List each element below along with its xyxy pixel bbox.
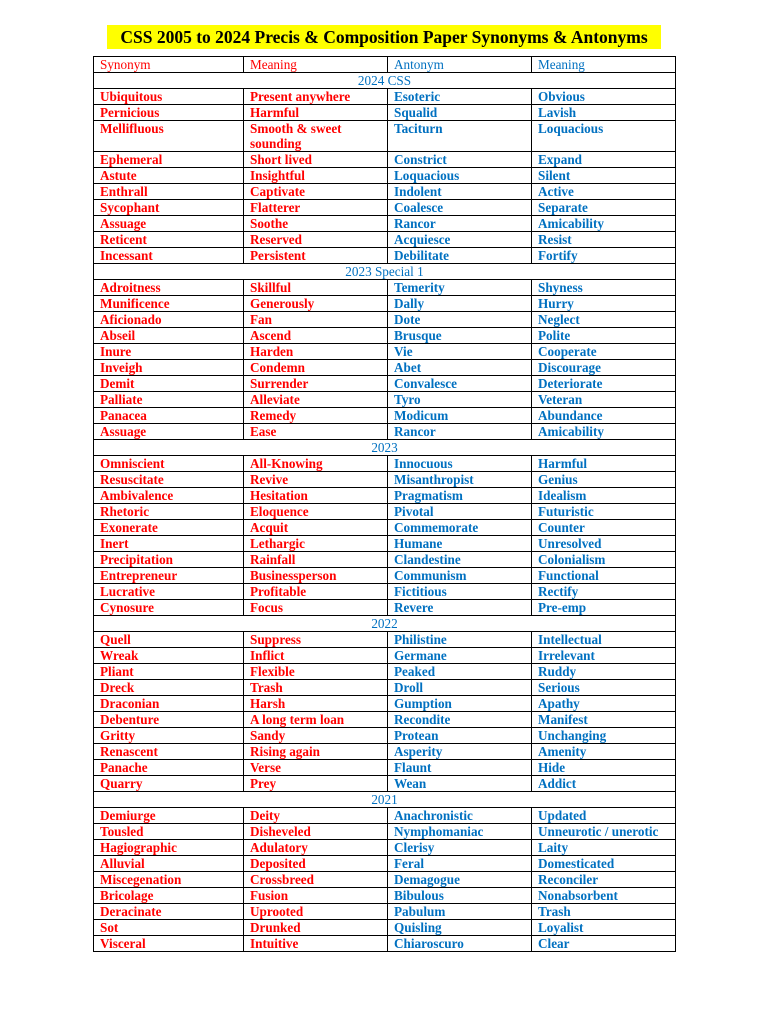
table-row (94, 888, 676, 904)
synonym-meaning-cell: Sandy (244, 728, 388, 744)
synonym-cell: Sot (94, 920, 244, 936)
antonym-cell: Recondite (388, 712, 532, 728)
antonym-cell: Protean (388, 728, 532, 744)
synonym-cell: Incessant (94, 248, 244, 264)
synonym-meaning-cell: Deposited (244, 856, 388, 872)
synonym-cell: Gritty (94, 728, 244, 744)
antonym-meaning-cell: Harmful (532, 456, 676, 472)
synonym-cell: Tousled (94, 824, 244, 840)
synonym-meaning-cell: Harsh (244, 696, 388, 712)
synonym-cell: Pliant (94, 664, 244, 680)
synonym-cell: Ephemeral (94, 152, 244, 168)
table-row (94, 632, 676, 648)
synonym-cell: Palliate (94, 392, 244, 408)
antonym-meaning-cell: Counter (532, 520, 676, 536)
antonym-meaning-cell: Active (532, 184, 676, 200)
synonym-cell: Debenture (94, 712, 244, 728)
antonym-meaning-cell: Unresolved (532, 536, 676, 552)
synonym-cell: Dreck (94, 680, 244, 696)
antonym-cell: Flaunt (388, 760, 532, 776)
antonym-meaning-cell: Unneurotic / unerotic (532, 824, 676, 840)
table-row (94, 168, 676, 184)
antonym-cell: Temerity (388, 280, 532, 296)
antonym-cell: Acquiesce (388, 232, 532, 248)
table-row (94, 744, 676, 760)
synonym-cell: Assuage (94, 424, 244, 440)
antonym-meaning-cell: Futuristic (532, 504, 676, 520)
antonym-cell: Pragmatism (388, 488, 532, 504)
table-row (94, 216, 676, 232)
synonym-cell: Bricolage (94, 888, 244, 904)
table-row (94, 408, 676, 424)
synonym-cell: Draconian (94, 696, 244, 712)
antonym-cell: Taciturn (388, 121, 532, 152)
table-row (94, 360, 676, 376)
synonym-cell: Demit (94, 376, 244, 392)
table-row (94, 344, 676, 360)
table-row (94, 89, 676, 105)
table-row (94, 648, 676, 664)
antonym-meaning-cell: Genius (532, 472, 676, 488)
antonym-cell: Esoteric (388, 89, 532, 105)
table-row (94, 184, 676, 200)
synonym-cell: Mellifluous (94, 121, 244, 152)
synonym-cell: Hagiographic (94, 840, 244, 856)
antonym-meaning-cell: Ruddy (532, 664, 676, 680)
antonym-meaning-cell: Manifest (532, 712, 676, 728)
synonym-cell: Panacea (94, 408, 244, 424)
section-heading-row (94, 264, 676, 280)
table-row (94, 712, 676, 728)
synonym-cell: Omniscient (94, 456, 244, 472)
antonym-cell: Clerisy (388, 840, 532, 856)
table-row (94, 520, 676, 536)
synonym-cell: Alluvial (94, 856, 244, 872)
synonym-meaning-cell: Deity (244, 808, 388, 824)
antonym-meaning-cell: Discourage (532, 360, 676, 376)
antonym-meaning-cell: Neglect (532, 312, 676, 328)
antonym-meaning-cell: Serious (532, 680, 676, 696)
antonym-meaning-cell: Cooperate (532, 344, 676, 360)
synonym-meaning-cell: Eloquence (244, 504, 388, 520)
antonym-cell: Wean (388, 776, 532, 792)
antonym-meaning-cell: Amicability (532, 424, 676, 440)
synonym-cell: Inert (94, 536, 244, 552)
antonym-cell: Fictitious (388, 584, 532, 600)
antonym-cell: Nymphomaniac (388, 824, 532, 840)
antonym-meaning-cell: Reconciler (532, 872, 676, 888)
synonym-meaning-cell: Ascend (244, 328, 388, 344)
antonym-meaning-cell: Trash (532, 904, 676, 920)
antonym-cell: Chiaroscuro (388, 936, 532, 952)
header-synonym: Synonym (94, 57, 244, 73)
synonym-meaning-cell: Skillful (244, 280, 388, 296)
synonym-meaning-cell: Persistent (244, 248, 388, 264)
antonym-cell: Dote (388, 312, 532, 328)
antonym-cell: Germane (388, 648, 532, 664)
table-row (94, 680, 676, 696)
synonym-cell: Ambivalence (94, 488, 244, 504)
synonym-cell: Sycophant (94, 200, 244, 216)
table-row (94, 776, 676, 792)
table-row (94, 760, 676, 776)
section-heading: 2023 (94, 440, 676, 456)
antonym-meaning-cell: Hide (532, 760, 676, 776)
antonym-meaning-cell: Resist (532, 232, 676, 248)
synonym-cell: Aficionado (94, 312, 244, 328)
antonym-cell: Convalesce (388, 376, 532, 392)
table-row (94, 840, 676, 856)
table-row (94, 200, 676, 216)
table-row (94, 936, 676, 952)
table-row (94, 248, 676, 264)
header-antonym: Antonym (388, 57, 532, 73)
antonym-meaning-cell: Silent (532, 168, 676, 184)
antonym-meaning-cell: Apathy (532, 696, 676, 712)
table-row (94, 728, 676, 744)
synonym-meaning-cell: Revive (244, 472, 388, 488)
synonym-cell: Renascent (94, 744, 244, 760)
antonym-cell: Philistine (388, 632, 532, 648)
section-heading: 2023 Special 1 (94, 264, 676, 280)
table-row (94, 904, 676, 920)
synonym-cell: Resuscitate (94, 472, 244, 488)
antonym-cell: Squalid (388, 105, 532, 121)
table-row (94, 280, 676, 296)
synonym-meaning-cell: Fan (244, 312, 388, 328)
synonym-meaning-cell: Fusion (244, 888, 388, 904)
antonym-cell: Abet (388, 360, 532, 376)
synonym-meaning-cell: Acquit (244, 520, 388, 536)
section-heading-row (94, 616, 676, 632)
antonym-cell: Indolent (388, 184, 532, 200)
antonym-meaning-cell: Abundance (532, 408, 676, 424)
antonym-meaning-cell: Polite (532, 328, 676, 344)
antonym-cell: Droll (388, 680, 532, 696)
synonym-cell: Precipitation (94, 552, 244, 568)
antonym-meaning-cell: Obvious (532, 89, 676, 105)
synonym-cell: Entrepreneur (94, 568, 244, 584)
antonym-meaning-cell: Functional (532, 568, 676, 584)
synonym-meaning-cell: Short lived (244, 152, 388, 168)
synonym-cell: Inveigh (94, 360, 244, 376)
synonym-meaning-cell: All-Knowing (244, 456, 388, 472)
antonym-cell: Quisling (388, 920, 532, 936)
antonym-meaning-cell: Addict (532, 776, 676, 792)
section-heading: 2024 CSS (94, 73, 676, 89)
synonym-cell: Exonerate (94, 520, 244, 536)
synonym-meaning-cell: Intuitive (244, 936, 388, 952)
table-row (94, 472, 676, 488)
antonym-meaning-cell: Amicability (532, 216, 676, 232)
vocabulary-table (93, 56, 676, 952)
synonym-meaning-cell: Harmful (244, 105, 388, 121)
synonym-cell: Quarry (94, 776, 244, 792)
table-row (94, 568, 676, 584)
section-heading-row (94, 792, 676, 808)
synonym-cell: Pernicious (94, 105, 244, 121)
table-row (94, 808, 676, 824)
synonym-meaning-cell: Insightful (244, 168, 388, 184)
synonym-cell: Lucrative (94, 584, 244, 600)
table-row (94, 696, 676, 712)
antonym-cell: Humane (388, 536, 532, 552)
synonym-meaning-cell: Verse (244, 760, 388, 776)
antonym-cell: Vie (388, 344, 532, 360)
synonym-meaning-cell: Alleviate (244, 392, 388, 408)
synonym-cell: Munificence (94, 296, 244, 312)
table-row (94, 312, 676, 328)
antonym-meaning-cell: Shyness (532, 280, 676, 296)
section-heading-row (94, 73, 676, 89)
table-row (94, 121, 676, 152)
synonym-meaning-cell: Adulatory (244, 840, 388, 856)
antonym-cell: Anachronistic (388, 808, 532, 824)
antonym-meaning-cell: Irrelevant (532, 648, 676, 664)
synonym-cell: Abseil (94, 328, 244, 344)
synonym-cell: Enthrall (94, 184, 244, 200)
antonym-cell: Modicum (388, 408, 532, 424)
table-row (94, 536, 676, 552)
synonym-cell: Panache (94, 760, 244, 776)
antonym-meaning-cell: Intellectual (532, 632, 676, 648)
antonym-cell: Clandestine (388, 552, 532, 568)
section-heading-row (94, 440, 676, 456)
antonym-meaning-cell: Idealism (532, 488, 676, 504)
synonym-cell: Quell (94, 632, 244, 648)
synonym-meaning-cell: Captivate (244, 184, 388, 200)
page-title: CSS 2005 to 2024 Precis & Composition Paper Synonyms & Antonyms (107, 25, 661, 49)
antonym-cell: Rancor (388, 216, 532, 232)
synonym-cell: Astute (94, 168, 244, 184)
synonym-meaning-cell: Flexible (244, 664, 388, 680)
antonym-cell: Loquacious (388, 168, 532, 184)
synonym-cell: Cynosure (94, 600, 244, 616)
antonym-cell: Rancor (388, 424, 532, 440)
table-row (94, 392, 676, 408)
antonym-cell: Demagogue (388, 872, 532, 888)
antonym-meaning-cell: Separate (532, 200, 676, 216)
antonym-cell: Misanthropist (388, 472, 532, 488)
table-row (94, 824, 676, 840)
table-row (94, 552, 676, 568)
antonym-cell: Tyro (388, 392, 532, 408)
synonym-meaning-cell: Rising again (244, 744, 388, 760)
synonym-meaning-cell: Rainfall (244, 552, 388, 568)
antonym-meaning-cell: Pre-emp (532, 600, 676, 616)
table-row (94, 376, 676, 392)
antonym-meaning-cell: Expand (532, 152, 676, 168)
antonym-cell: Communism (388, 568, 532, 584)
synonym-meaning-cell: Businessperson (244, 568, 388, 584)
synonym-meaning-cell: Hesitation (244, 488, 388, 504)
synonym-cell: Inure (94, 344, 244, 360)
synonym-cell: Visceral (94, 936, 244, 952)
table-row (94, 856, 676, 872)
antonym-meaning-cell: Loquacious (532, 121, 676, 152)
table-row (94, 152, 676, 168)
section-heading: 2021 (94, 792, 676, 808)
antonym-meaning-cell: Clear (532, 936, 676, 952)
synonym-meaning-cell: Crossbreed (244, 872, 388, 888)
synonym-meaning-cell: Prey (244, 776, 388, 792)
synonym-meaning-cell: Present anywhere (244, 89, 388, 105)
synonym-cell: Reticent (94, 232, 244, 248)
synonym-cell: Ubiquitous (94, 89, 244, 105)
synonym-meaning-cell: Harden (244, 344, 388, 360)
antonym-meaning-cell: Unchanging (532, 728, 676, 744)
antonym-cell: Constrict (388, 152, 532, 168)
antonym-meaning-cell: Loyalist (532, 920, 676, 936)
synonym-cell: Demiurge (94, 808, 244, 824)
table-row (94, 920, 676, 936)
table-row (94, 232, 676, 248)
synonym-cell: Rhetoric (94, 504, 244, 520)
synonym-meaning-cell: Focus (244, 600, 388, 616)
synonym-meaning-cell: Condemn (244, 360, 388, 376)
header-row (94, 57, 676, 73)
vocabulary-table-body (94, 57, 676, 952)
synonym-meaning-cell: Lethargic (244, 536, 388, 552)
antonym-meaning-cell: Amenity (532, 744, 676, 760)
antonym-cell: Brusque (388, 328, 532, 344)
synonym-meaning-cell: Uprooted (244, 904, 388, 920)
antonym-cell: Gumption (388, 696, 532, 712)
antonym-meaning-cell: Rectify (532, 584, 676, 600)
synonym-meaning-cell: Reserved (244, 232, 388, 248)
synonym-meaning-cell: Drunked (244, 920, 388, 936)
section-heading: 2022 (94, 616, 676, 632)
antonym-meaning-cell: Colonialism (532, 552, 676, 568)
antonym-cell: Dally (388, 296, 532, 312)
table-row (94, 296, 676, 312)
antonym-meaning-cell: Updated (532, 808, 676, 824)
header-synonym-meaning: Meaning (244, 57, 388, 73)
synonym-meaning-cell: Trash (244, 680, 388, 696)
antonym-cell: Innocuous (388, 456, 532, 472)
table-row (94, 105, 676, 121)
table-row (94, 600, 676, 616)
antonym-meaning-cell: Laity (532, 840, 676, 856)
table-row (94, 872, 676, 888)
synonym-meaning-cell: Smooth & sweet sounding (244, 121, 388, 152)
antonym-cell: Coalesce (388, 200, 532, 216)
antonym-meaning-cell: Lavish (532, 105, 676, 121)
synonym-meaning-cell: Surrender (244, 376, 388, 392)
synonym-meaning-cell: Suppress (244, 632, 388, 648)
antonym-meaning-cell: Deteriorate (532, 376, 676, 392)
antonym-cell: Pivotal (388, 504, 532, 520)
antonym-cell: Feral (388, 856, 532, 872)
synonym-meaning-cell: Inflict (244, 648, 388, 664)
antonym-meaning-cell: Fortify (532, 248, 676, 264)
table-row (94, 584, 676, 600)
synonym-meaning-cell: Soothe (244, 216, 388, 232)
synonym-meaning-cell: Profitable (244, 584, 388, 600)
antonym-cell: Bibulous (388, 888, 532, 904)
synonym-meaning-cell: Generously (244, 296, 388, 312)
antonym-meaning-cell: Domesticated (532, 856, 676, 872)
synonym-meaning-cell: A long term loan (244, 712, 388, 728)
table-row (94, 424, 676, 440)
antonym-cell: Revere (388, 600, 532, 616)
table-row (94, 504, 676, 520)
header-antonym-meaning: Meaning (532, 57, 676, 73)
synonym-cell: Adroitness (94, 280, 244, 296)
synonym-cell: Miscegenation (94, 872, 244, 888)
table-row (94, 488, 676, 504)
synonym-meaning-cell: Ease (244, 424, 388, 440)
synonym-meaning-cell: Remedy (244, 408, 388, 424)
synonym-cell: Assuage (94, 216, 244, 232)
antonym-meaning-cell: Veteran (532, 392, 676, 408)
synonym-meaning-cell: Disheveled (244, 824, 388, 840)
table-row (94, 664, 676, 680)
antonym-cell: Peaked (388, 664, 532, 680)
antonym-cell: Asperity (388, 744, 532, 760)
table-row (94, 328, 676, 344)
antonym-cell: Commemorate (388, 520, 532, 536)
synonym-cell: Wreak (94, 648, 244, 664)
antonym-meaning-cell: Hurry (532, 296, 676, 312)
synonym-meaning-cell: Flatterer (244, 200, 388, 216)
antonym-cell: Debilitate (388, 248, 532, 264)
synonym-cell: Deracinate (94, 904, 244, 920)
antonym-cell: Pabulum (388, 904, 532, 920)
table-row (94, 456, 676, 472)
antonym-meaning-cell: Nonabsorbent (532, 888, 676, 904)
